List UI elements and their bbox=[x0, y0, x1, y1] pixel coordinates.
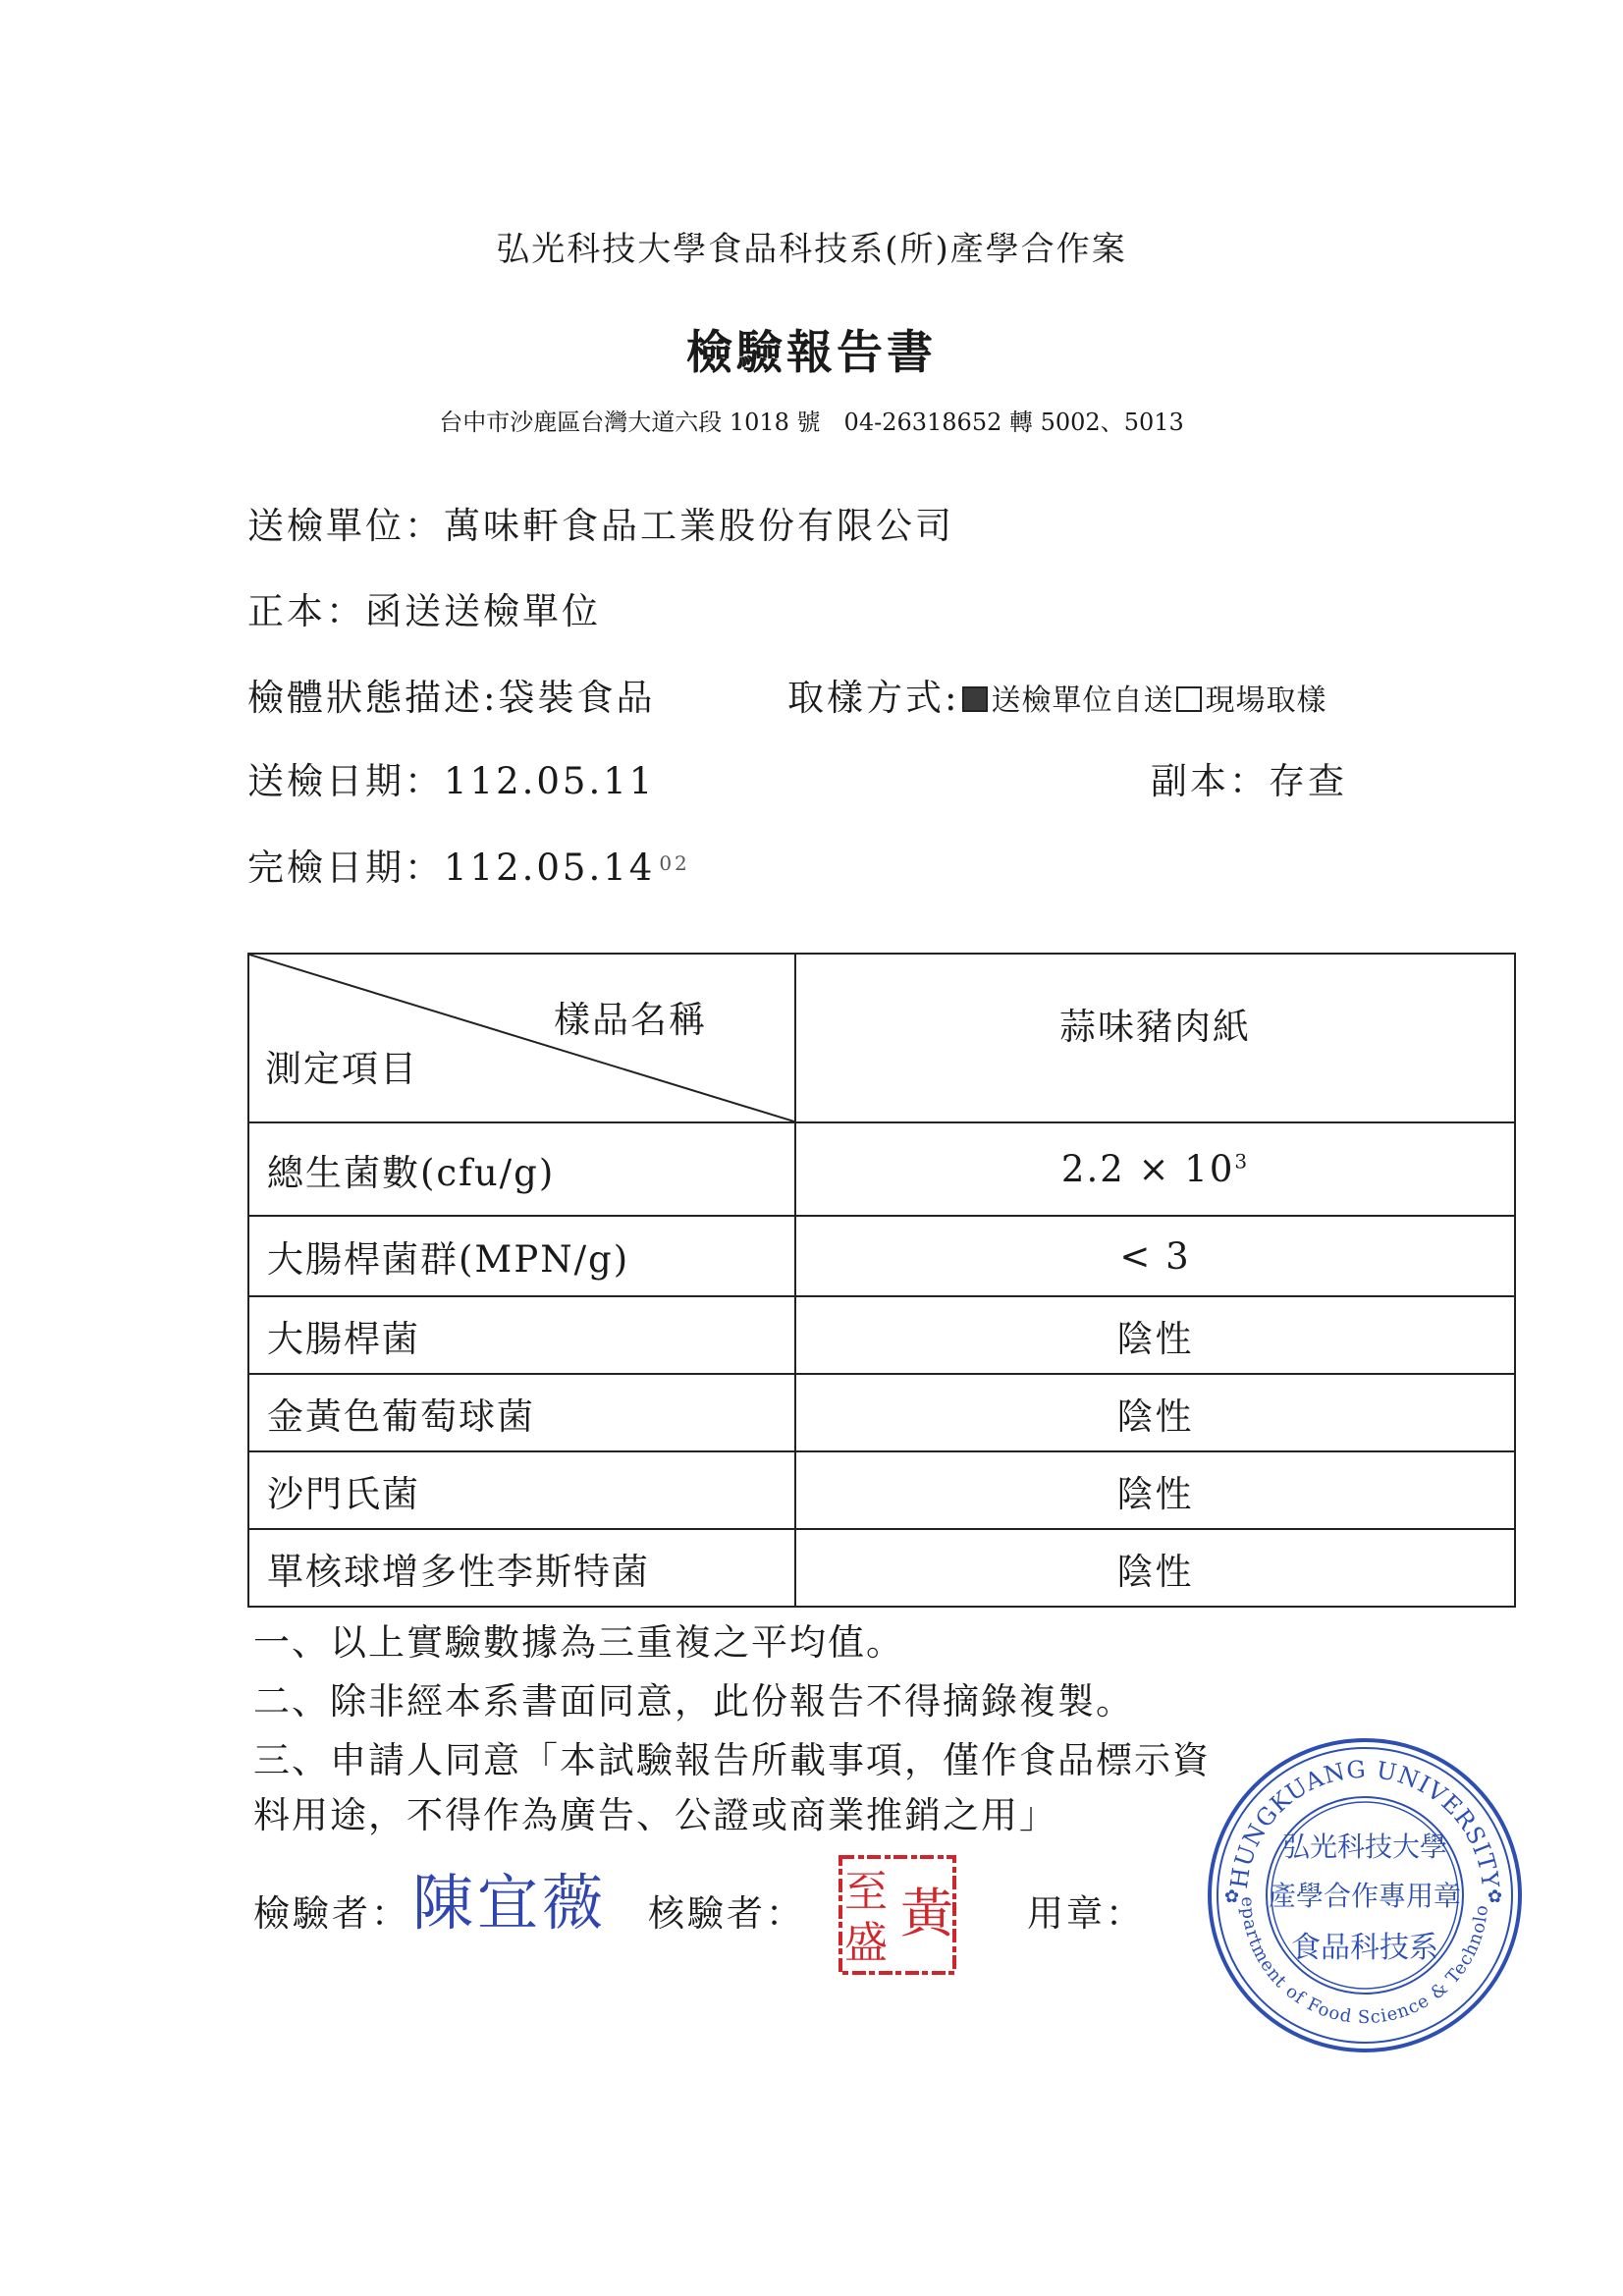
svg-text:✿: ✿ bbox=[1224, 1886, 1240, 1907]
address-line: 台中市沙鹿區台灣大道六段 1018 號 04-26318652 轉 5002、5013 bbox=[439, 409, 1184, 436]
results-table bbox=[247, 953, 1516, 1608]
note-1: 一、以上實驗數據為三重複之平均值。 bbox=[253, 1621, 904, 1664]
inspector-signature: 陳宜薇 bbox=[412, 1867, 608, 1939]
submit-date-field bbox=[247, 751, 655, 804]
table-header-row bbox=[248, 954, 1515, 1122]
copy-label: 副本： bbox=[1151, 760, 1269, 802]
university-stamp-graphic bbox=[1203, 1733, 1527, 2057]
original-copy-field bbox=[247, 581, 601, 634]
option-onsite: 現場取樣 bbox=[1205, 683, 1327, 718]
state-label: 檢體狀態描述: bbox=[247, 677, 499, 719]
reviewer-label: 核驗者： bbox=[648, 1892, 805, 1935]
result-cell: 陰性 bbox=[795, 1374, 1515, 1451]
red-seal-graphic bbox=[835, 1851, 960, 1979]
sample-name-header: 樣品名稱 bbox=[554, 999, 707, 1041]
result-value: 2.2 × 10 bbox=[1060, 1148, 1235, 1190]
stamp-label: 用章： bbox=[1027, 1892, 1145, 1935]
result-cell: 陰性 bbox=[795, 1296, 1515, 1374]
svg-text:盛: 盛 bbox=[844, 1918, 888, 1968]
handwritten-mark: 02 bbox=[659, 851, 690, 875]
test-item-cell: 大腸桿菌 bbox=[248, 1296, 795, 1374]
inspector-label: 檢驗者： bbox=[253, 1892, 410, 1935]
test-item-cell: 總生菌數(cfu/g) bbox=[248, 1122, 795, 1216]
submitter-field bbox=[247, 496, 954, 549]
organization-line: 弘光科技大學食品科技系(所)產學合作案 bbox=[496, 230, 1127, 269]
svg-text:弘光科技大學: 弘光科技大學 bbox=[1281, 1831, 1448, 1863]
sampling-method-field bbox=[787, 668, 1326, 721]
test-item-cell: 大腸桿菌群(MPN/g) bbox=[248, 1216, 795, 1296]
svg-text:✿: ✿ bbox=[1488, 1886, 1503, 1907]
submit-date-label: 送檢日期： bbox=[247, 760, 444, 802]
svg-text:HUNGKUANG UNIVERSITY: HUNGKUANG UNIVERSITY bbox=[1224, 1755, 1504, 1890]
submitter-label: 送檢單位： bbox=[247, 505, 444, 547]
table-row bbox=[248, 1122, 1515, 1216]
note-2: 二、除非經本系書面同意，此份報告不得摘錄複製。 bbox=[253, 1680, 1134, 1722]
svg-text:至: 至 bbox=[844, 1867, 888, 1917]
result-cell: 陰性 bbox=[795, 1529, 1515, 1607]
svg-text:Department of Food Science & T: epartment of Food Science & Technolo bbox=[1236, 1896, 1493, 2029]
complete-date-label: 完檢日期： bbox=[247, 847, 444, 889]
note-4: 料用途，不得作為廣告、公證或商業推銷之用」 bbox=[253, 1794, 1057, 1836]
complete-date-value: 112.05.14 bbox=[444, 847, 656, 889]
table-row bbox=[248, 1374, 1515, 1451]
copy-value: 存查 bbox=[1269, 760, 1347, 802]
sample-name-cell: 蒜味豬肉紙 bbox=[795, 954, 1515, 1122]
svg-text:產學合作專用章: 產學合作專用章 bbox=[1268, 1880, 1462, 1912]
original-label: 正本： bbox=[247, 590, 365, 632]
header-corner-cell bbox=[248, 954, 795, 1122]
table-row bbox=[248, 1529, 1515, 1607]
copy-field bbox=[1151, 751, 1347, 804]
submitter-value: 萬味軒食品工業股份有限公司 bbox=[444, 505, 954, 547]
table-row bbox=[248, 1296, 1515, 1374]
test-item-cell: 金黃色葡萄球菌 bbox=[248, 1374, 795, 1451]
submit-date-value: 112.05.11 bbox=[444, 760, 656, 802]
test-item-cell: 單核球增多性李斯特菌 bbox=[248, 1529, 795, 1607]
diagonal-divider bbox=[249, 955, 794, 1121]
test-item-cell: 沙門氏菌 bbox=[248, 1451, 795, 1529]
complete-date-field bbox=[247, 838, 690, 891]
result-cell: 陰性 bbox=[795, 1451, 1515, 1529]
specimen-state-field bbox=[247, 668, 655, 721]
table-row bbox=[248, 1216, 1515, 1296]
university-stamp bbox=[1203, 1733, 1527, 2061]
original-value: 函送送檢單位 bbox=[365, 590, 601, 632]
svg-text:食品科技系: 食品科技系 bbox=[1291, 1931, 1438, 1965]
report-title: 檢驗報告書 bbox=[686, 326, 937, 380]
checkbox-self-submit bbox=[962, 686, 988, 712]
result-cell: < 3 bbox=[795, 1216, 1515, 1296]
state-value: 袋裝食品 bbox=[498, 677, 656, 719]
note-3: 三、申請人同意「本試驗報告所載事項，僅作食品標示資 bbox=[253, 1739, 1211, 1781]
svg-text:黃: 黃 bbox=[900, 1883, 953, 1944]
sampling-label: 取樣方式: bbox=[787, 677, 960, 719]
checkbox-onsite bbox=[1176, 686, 1202, 712]
table-row bbox=[248, 1451, 1515, 1529]
reviewer-seal bbox=[835, 1851, 960, 1983]
result-cell bbox=[795, 1122, 1515, 1216]
test-item-header: 測定項目 bbox=[265, 1048, 418, 1090]
result-exponent: 3 bbox=[1234, 1149, 1250, 1174]
option-self-submit: 送檢單位自送 bbox=[991, 683, 1174, 718]
